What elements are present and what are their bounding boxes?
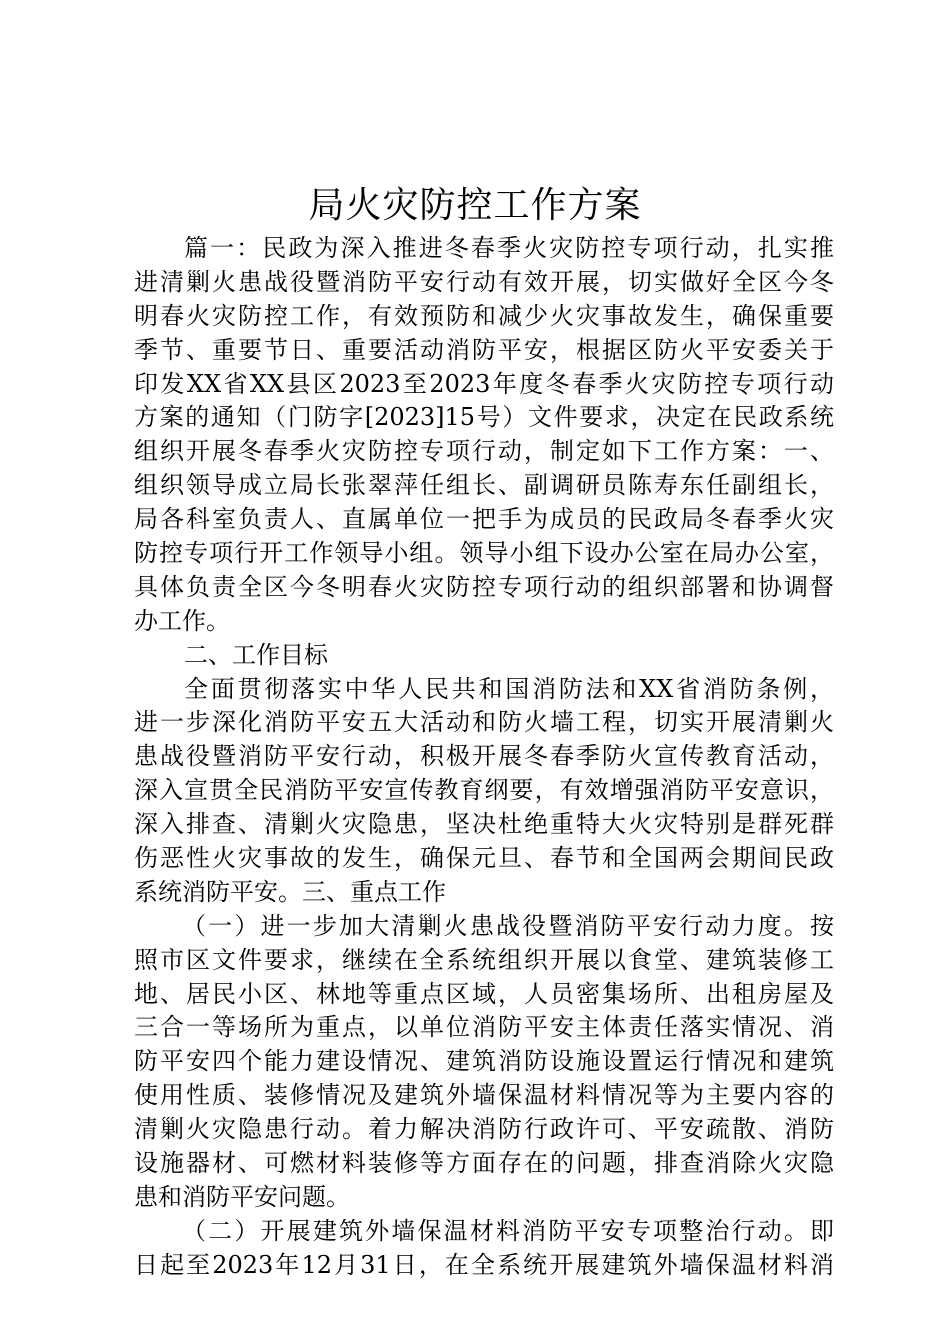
text-line: 深入排查、清剿火灾隐患，坚决杜绝重特大火灾特别是群死群 (134, 810, 834, 839)
text-line: 使用性质、装修情况及建筑外墙保温材料情况等为主要内容的 (134, 1081, 834, 1110)
text-line: 进一步深化消防平安五大活动和防火墙工程，切实开展清剿火 (134, 708, 834, 737)
text-line: （二）开展建筑外墙保温材料消防平安专项整治行动。即 (182, 1216, 834, 1245)
text-line: （一）进一步加大清剿火患战役暨消防平安行动力度。按 (182, 911, 834, 940)
section-heading: 二、工作目标 (184, 640, 328, 669)
text-line: 清剿火灾隐患行动。着力解决消防行政许可、平安疏散、消防 (134, 1115, 834, 1144)
text-line: 防控专项行开工作领导小组。领导小组下设办公室在局办公室， (134, 539, 834, 568)
document-title: 局火灾防控工作方案 (308, 185, 642, 226)
text-line: 患战役暨消防平安行动，积极开展冬春季防火宣传教育活动， (134, 742, 834, 771)
text-line: 伤恶性火灾事故的发生，确保元旦、春节和全国两会期间民政 (134, 844, 834, 873)
text-line: 季节、重要节日、重要活动消防平安，根据区防火平安委关于 (134, 335, 834, 364)
text-line: 设施器材、可燃材料装修等方面存在的问题，排查消除火灾隐 (134, 1149, 834, 1178)
text-line: 深入宣贯全民消防平安宣传教育纲要，有效增强消防平安意识， (134, 776, 834, 805)
text-line: 组织领导成立局长张翠萍任组长、副调研员陈寿东任副组长， (134, 471, 834, 500)
text-line: 篇一：民政为深入推进冬春季火灾防控专项行动，扎实推 (184, 234, 834, 262)
text-line: 日起至2023年12月31日，在全系统开展建筑外墙保温材料消 (134, 1250, 834, 1279)
text-line: 防平安四个能力建设情况、建筑消防设施设置运行情况和建筑 (134, 1047, 834, 1076)
text-line: 全面贯彻落实中华人民共和国消防法和XX省消防条例， (184, 674, 834, 703)
text-line: 明春火灾防控工作，有效预防和减少火灾事故发生，确保重要 (134, 301, 834, 330)
text-line: 办工作。 (134, 606, 230, 635)
text-line: 印发XX省XX县区2023至2023年度冬春季火灾防控专项行动 (134, 369, 834, 398)
text-line: 系统消防平安。三、重点工作 (134, 877, 446, 906)
text-line: 局各科室负责人、直属单位一把手为成员的民政局冬春季火灾 (134, 505, 834, 534)
text-line: 患和消防平安问题。 (134, 1182, 350, 1211)
document-body (134, 232, 834, 1283)
text-line: 进清剿火患战役暨消防平安行动有效开展，切实做好全区今冬 (134, 267, 834, 296)
text-line: 三合一等场所为重点，以单位消防平安主体责任落实情况、消 (134, 1013, 834, 1042)
text-line: 照市区文件要求，继续在全系统组织开展以食堂、建筑装修工 (134, 945, 834, 974)
text-line: 地、居民小区、林地等重点区域，人员密集场所、出租房屋及 (134, 979, 834, 1008)
text-line: 具体负责全区今冬明春火灾防控专项行动的组织部署和协调督 (134, 572, 834, 601)
text-line: 方案的通知（门防字[2023]15号）文件要求，决定在民政系统 (134, 403, 834, 432)
text-line: 组织开展冬春季火灾防控专项行动，制定如下工作方案：一、 (134, 437, 834, 466)
